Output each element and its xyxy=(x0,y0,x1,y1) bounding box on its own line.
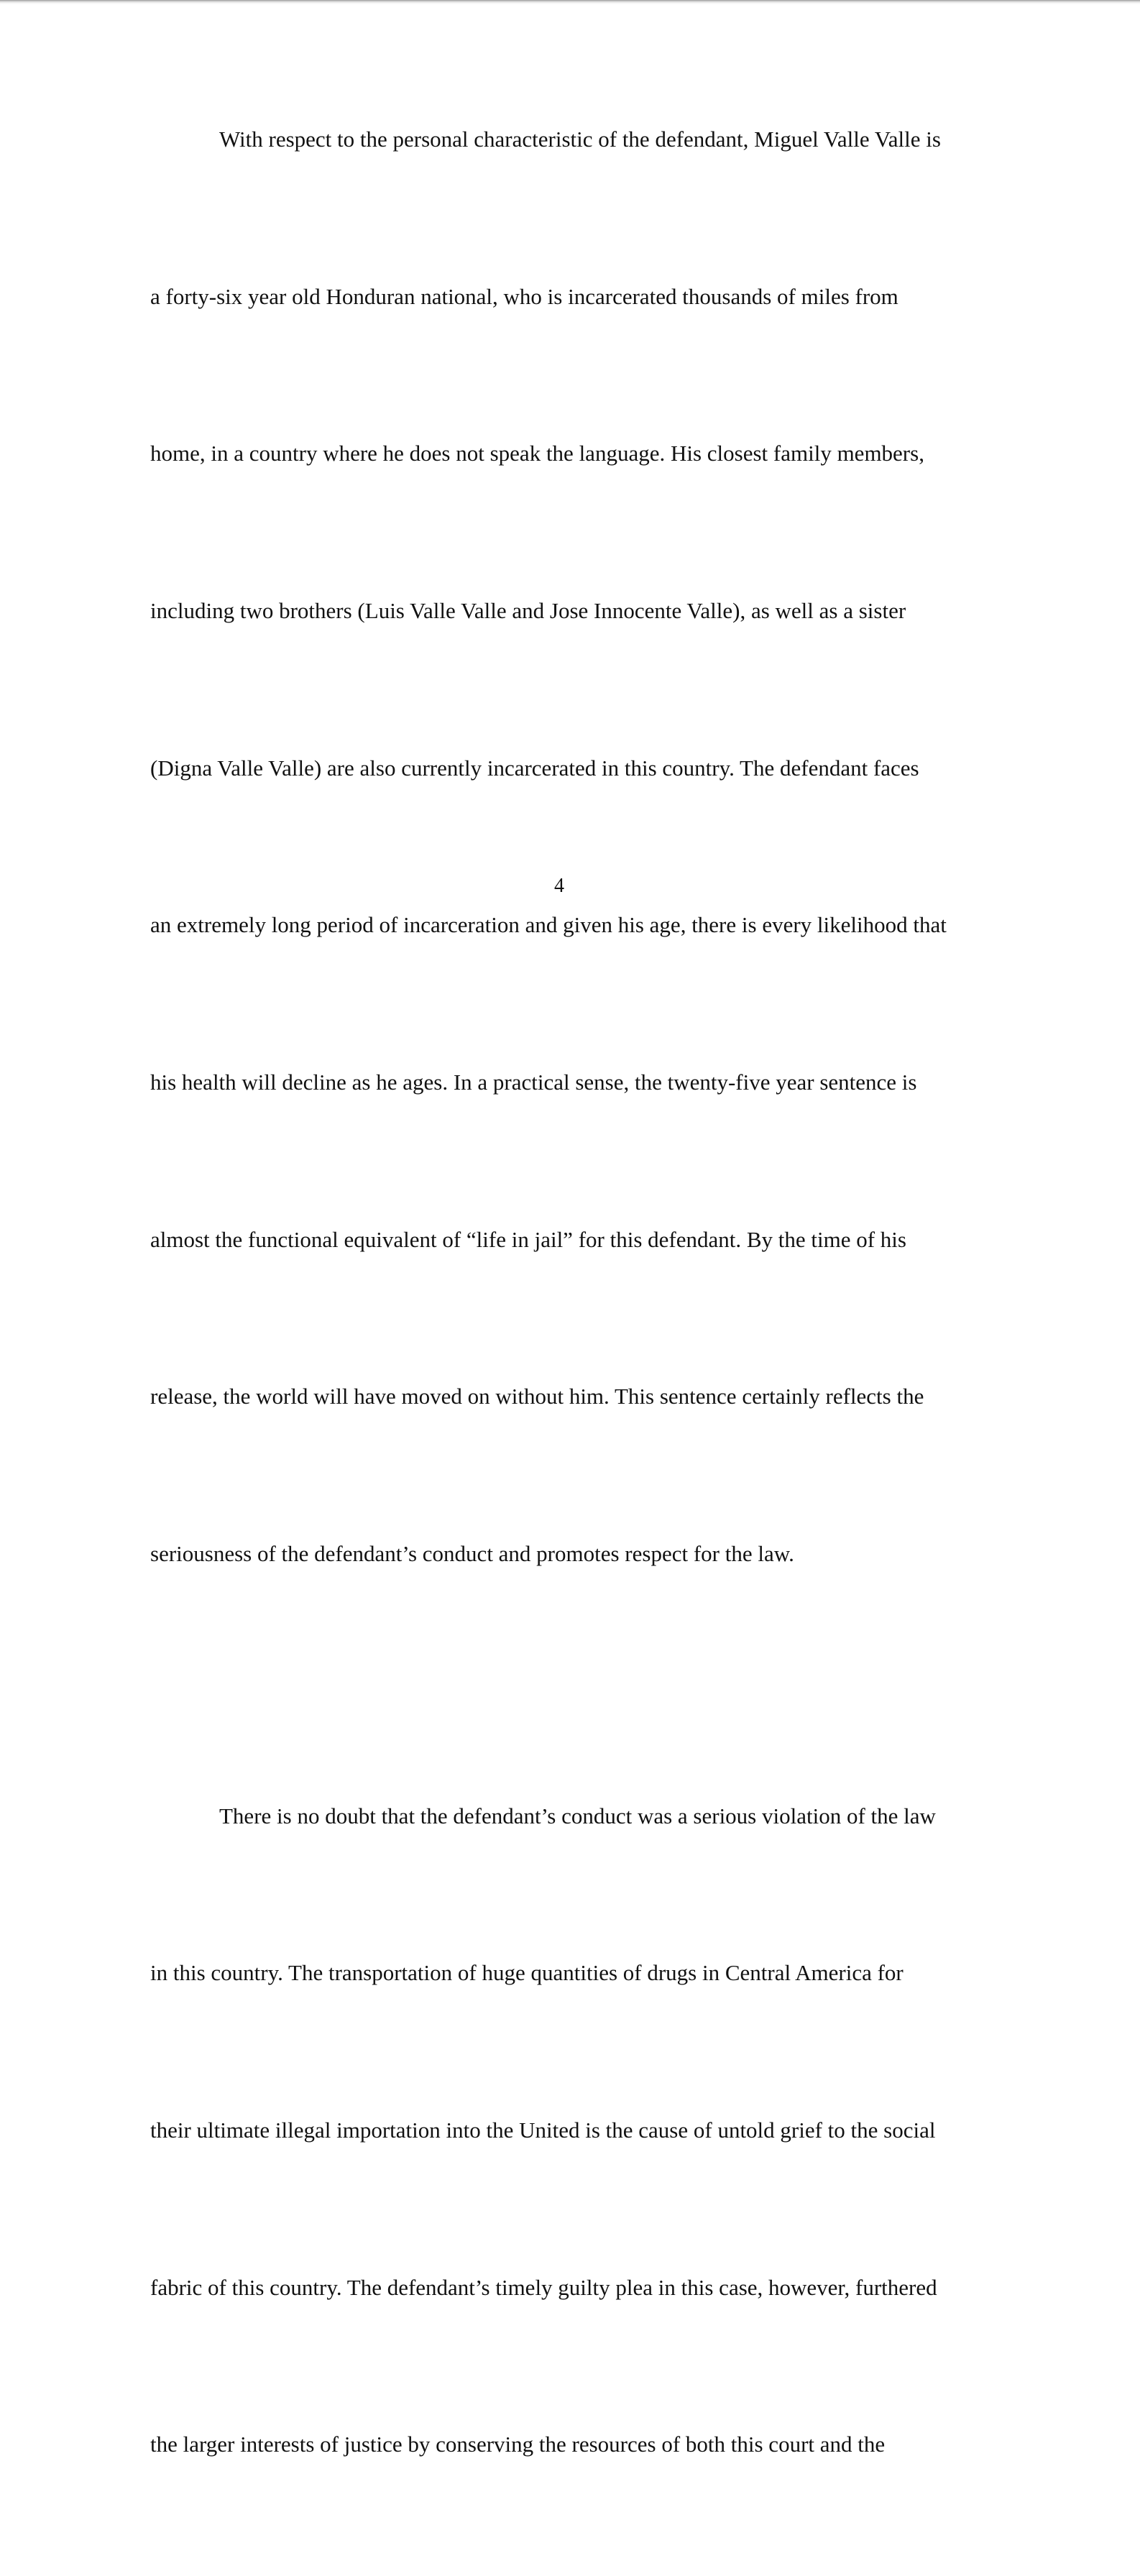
text-line: in this country. The transportation of huge quantities of drugs in Central America for xyxy=(150,1960,904,1986)
text-line: the larger interests of justice by conserving the resources of both this court and the xyxy=(150,2432,886,2457)
text-line: his health will decline as he ages. In a practical sense, the twenty-five year sentence is xyxy=(150,1070,917,1095)
text-line: There is no doubt that the defendant’s conduct was a serious violation of the law xyxy=(219,1803,936,1828)
page-number: 4 xyxy=(554,875,564,897)
text-line: seriousness of the defendant’s conduct and promotes respect for the law. xyxy=(150,1541,794,1567)
paragraph-personal-characteristics xyxy=(150,9,970,1685)
text-line: release, the world will have moved on without him. This sentence certainly reflects the xyxy=(150,1384,924,1409)
document-body xyxy=(150,9,970,2576)
text-line: including two brothers (Luis Valle Valle and Jose Innocente Valle), as well as a sister xyxy=(150,597,906,623)
page-top-edge-shadow xyxy=(0,0,1140,4)
text-line: fabric of this country. The defendant’s timely guilty plea in this case, however, furthered xyxy=(150,2274,937,2300)
text-line: their ultimate illegal importation into the United is the cause of untold grief to the social xyxy=(150,2117,936,2143)
text-line: With respect to the personal characteristic of the defendant, Miguel Valle Valle is xyxy=(219,126,941,152)
text-line: (Digna Valle Valle) are also currently incarcerated in this country. The defendant faces xyxy=(150,755,919,781)
text-line: an extremely long period of incarceration and given his age, there is every likelihood that xyxy=(150,912,947,938)
paragraph-serious-violation xyxy=(150,1685,970,2576)
text-line: home, in a country where he does not speak the language. His closest family members, xyxy=(150,441,924,466)
text-line: almost the functional equivalent of “life in jail” for this defendant. By the time of his xyxy=(150,1226,906,1252)
text-line: a forty-six year old Honduran national, who is incarcerated thousands of miles from xyxy=(150,283,898,309)
